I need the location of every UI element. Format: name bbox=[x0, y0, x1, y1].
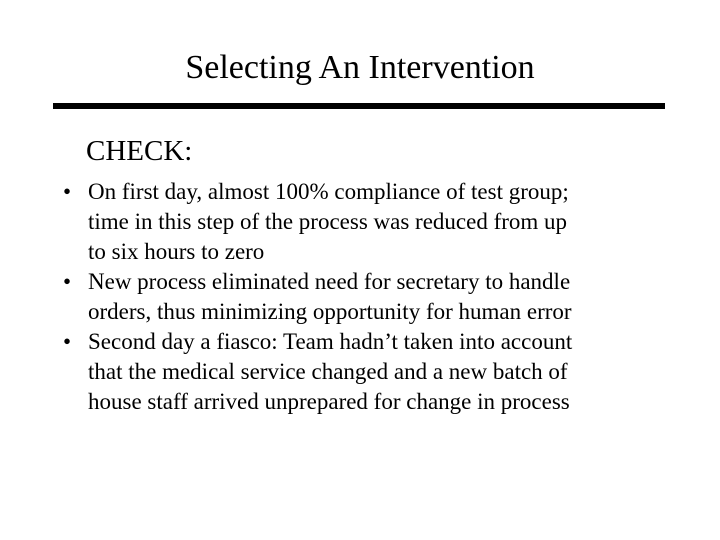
title-divider bbox=[53, 103, 665, 109]
slide-title: Selecting An Intervention bbox=[185, 49, 535, 86]
bullet-text-line: On first day, almost 100% compliance of test group; bbox=[88, 179, 569, 204]
bullet-text-line: New process eliminated need for secretary to handle bbox=[88, 269, 571, 294]
section-heading: CHECK: bbox=[86, 135, 193, 167]
bullet-text-line: to six hours to zero bbox=[88, 239, 265, 264]
bullet-marker: • bbox=[62, 269, 72, 294]
bullet-marker: • bbox=[62, 179, 72, 204]
bullet-item bbox=[57, 327, 687, 417]
bullet-text-line: house staff arrived unprepared for change in process bbox=[88, 389, 570, 414]
bullet-text-line: that the medical service changed and a new batch of bbox=[88, 359, 568, 384]
bullet-list bbox=[57, 177, 687, 417]
bullet-text-line: time in this step of the process was reduced from up bbox=[88, 209, 568, 234]
bullet-text-line: orders, thus minimizing opportunity for human error bbox=[88, 299, 572, 324]
bullet-item bbox=[57, 267, 687, 327]
bullet-text-line: Second day a fiasco: Team hadn’t taken into account bbox=[88, 329, 573, 354]
bullet-item bbox=[57, 177, 687, 267]
bullet-marker: • bbox=[62, 329, 72, 354]
